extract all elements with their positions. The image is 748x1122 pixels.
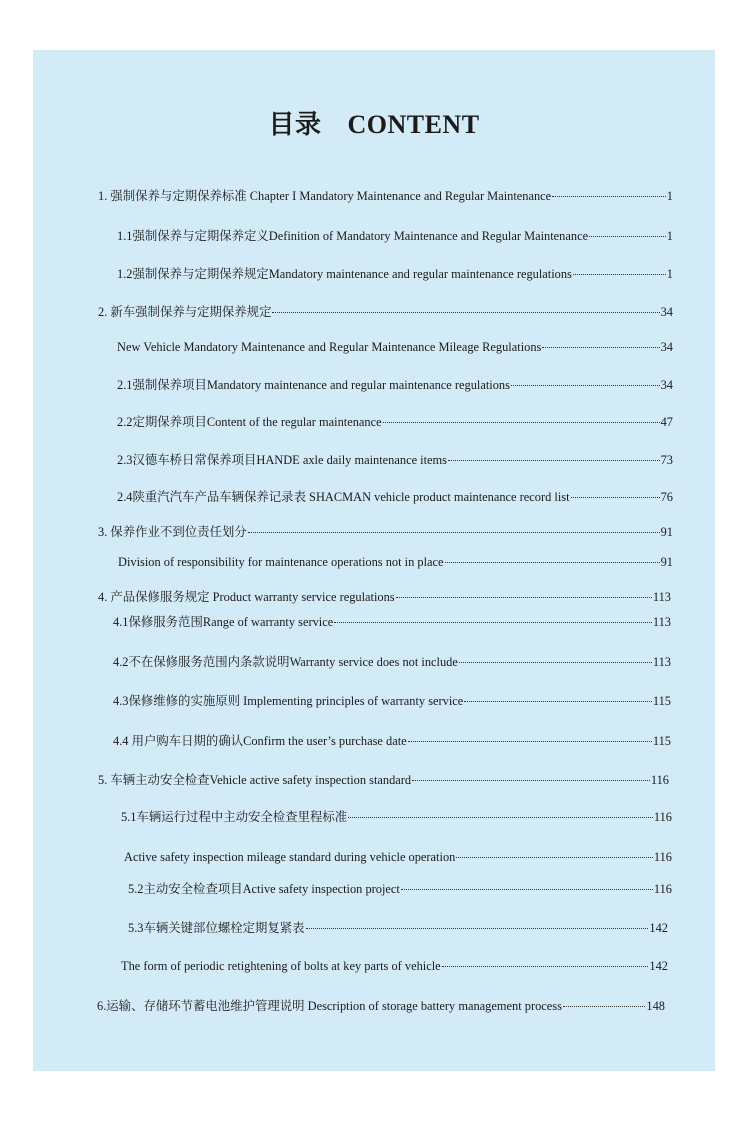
toc-entry[interactable] (124, 849, 672, 865)
leader-dots (248, 532, 660, 533)
toc-entry-page: 1 (666, 267, 673, 281)
toc-entry-page: 91 (660, 525, 673, 539)
leader-dots (542, 347, 659, 348)
toc-entry-text: 4.2不在保修服务范围内条款说明Warranty service does not include (113, 655, 458, 669)
leader-dots (589, 236, 666, 237)
toc-entry[interactable] (117, 339, 673, 355)
toc-entry-text: 4.3保修维修的实施原则 Implementing principles of warranty service (113, 694, 464, 708)
toc-entry-page: 113 (652, 590, 671, 604)
leader-dots (334, 622, 652, 623)
toc-entry-page: 148 (646, 999, 665, 1013)
toc-entry[interactable] (118, 554, 673, 570)
toc-entry-page: 116 (653, 810, 672, 824)
title-cn: 目录 (268, 110, 322, 140)
toc-entry[interactable] (98, 772, 669, 788)
toc-entry-page: 73 (660, 453, 673, 467)
toc-entry-text: Division of responsibility for maintenance operations not in place (118, 555, 444, 569)
toc-entry-text: 1. 强制保养与定期保养标准 Chapter I Mandatory Maintenance and Regular Maintenance (98, 189, 552, 203)
toc-entry-text: 2.3汉德车桥日常保养项目HANDE axle daily maintenance items (117, 453, 448, 467)
leader-dots (563, 1006, 646, 1007)
toc-entry-text: The form of periodic retightening of bolts at key parts of vehicle (121, 959, 441, 973)
toc-entry-text: 5. 车辆主动安全检查Vehicle active safety inspection standard (98, 773, 412, 787)
toc-entry-page: 34 (660, 305, 673, 319)
leader-dots (442, 966, 649, 967)
toc-entry-page: 116 (653, 850, 672, 864)
toc-entry[interactable] (113, 733, 671, 749)
leader-dots (571, 497, 660, 498)
toc-entry[interactable] (97, 998, 665, 1014)
toc-entry[interactable] (117, 228, 673, 244)
toc-entry-page: 142 (649, 959, 668, 973)
page-title (0, 104, 748, 141)
toc-entry-text: New Vehicle Mandatory Maintenance and Regular Maintenance Mileage Regulations (117, 340, 542, 354)
toc-entry[interactable] (121, 958, 668, 974)
toc-entry-text: 1.2强制保养与定期保养规定Mandatory maintenance and regular maintenance regulations (117, 267, 572, 281)
toc-entry-text: 1.1强制保养与定期保养定义Definition of Mandatory Maintenance and Regular Maintenance (117, 229, 589, 243)
leader-dots (348, 817, 653, 818)
toc-entry[interactable] (128, 920, 668, 936)
toc-entry-page: 34 (660, 378, 673, 392)
toc-entry-page: 47 (660, 415, 673, 429)
toc-entry-text: 5.1车辆运行过程中主动安全检查里程标准 (121, 810, 348, 824)
toc-entry[interactable] (113, 693, 671, 709)
leader-dots (464, 701, 652, 702)
toc-entry[interactable] (117, 266, 673, 282)
toc-entry-page: 1 (666, 229, 673, 243)
toc-entry[interactable] (128, 881, 672, 897)
toc-entry-text: 4.1保修服务范围Range of warranty service (113, 615, 334, 629)
toc-entry-text: Active safety inspection mileage standard during vehicle operation (124, 850, 456, 864)
toc-entry[interactable] (98, 589, 671, 605)
leader-dots (459, 662, 652, 663)
leader-dots (306, 928, 649, 929)
leader-dots (383, 422, 660, 423)
toc-entry-page: 113 (652, 655, 671, 669)
toc-entry-text: 2. 新车强制保养与定期保养规定 (98, 305, 272, 319)
toc-entry[interactable] (98, 524, 673, 540)
toc-entry[interactable] (117, 414, 673, 430)
toc-entry[interactable] (98, 188, 673, 204)
toc-entry[interactable] (98, 304, 673, 320)
toc-entry-page: 113 (652, 615, 671, 629)
toc-entry-text: 3. 保养作业不到位责任划分 (98, 525, 247, 539)
leader-dots (456, 857, 653, 858)
leader-dots (448, 460, 660, 461)
toc-entry-text: 6.运输、存储环节蓄电池维护管理说明 Description of storage battery management process (97, 999, 562, 1013)
toc-entry-page: 142 (649, 921, 668, 935)
leader-dots (408, 741, 652, 742)
leader-dots (511, 385, 660, 386)
toc-entry-page: 116 (653, 882, 672, 896)
toc-entry[interactable] (113, 614, 671, 630)
leader-dots (401, 889, 653, 890)
leader-dots (573, 274, 666, 275)
toc-entry[interactable] (117, 489, 673, 505)
leader-dots (552, 196, 666, 197)
toc-entry-page: 34 (660, 340, 673, 354)
toc-entry-text: 2.4陕重汽汽车产品车辆保养记录表 SHACMAN vehicle product maintenance record list (117, 490, 570, 504)
toc-entry-text: 2.1强制保养项目Mandatory maintenance and regular maintenance regulations (117, 378, 510, 392)
toc-entry[interactable] (113, 654, 671, 670)
toc-entry-page: 91 (660, 555, 673, 569)
toc-entry-text: 2.2定期保养项目Content of the regular maintenance (117, 415, 382, 429)
leader-dots (412, 780, 650, 781)
toc-entry-page: 76 (660, 490, 673, 504)
toc-entry-text: 4.4 用户购车日期的确认Confirm the user’s purchase date (113, 734, 407, 748)
leader-dots (272, 312, 659, 313)
toc-entry-text: 5.2主动安全检查项目Active safety inspection project (128, 882, 400, 896)
toc-entry-page: 115 (652, 694, 671, 708)
toc-entry[interactable] (117, 452, 673, 468)
toc-entry-text: 5.3车辆关键部位螺栓定期复紧表 (128, 921, 305, 935)
leader-dots (396, 597, 652, 598)
toc-entry-page: 1 (666, 189, 673, 203)
toc-entry-text: 4. 产品保修服务规定 Product warranty service regulations (98, 590, 395, 604)
toc-entry-page: 116 (650, 773, 669, 787)
toc-entry-page: 115 (652, 734, 671, 748)
leader-dots (445, 562, 660, 563)
toc-entry[interactable] (117, 377, 673, 393)
toc-entry[interactable] (121, 809, 672, 825)
title-en: CONTENT (347, 110, 480, 139)
